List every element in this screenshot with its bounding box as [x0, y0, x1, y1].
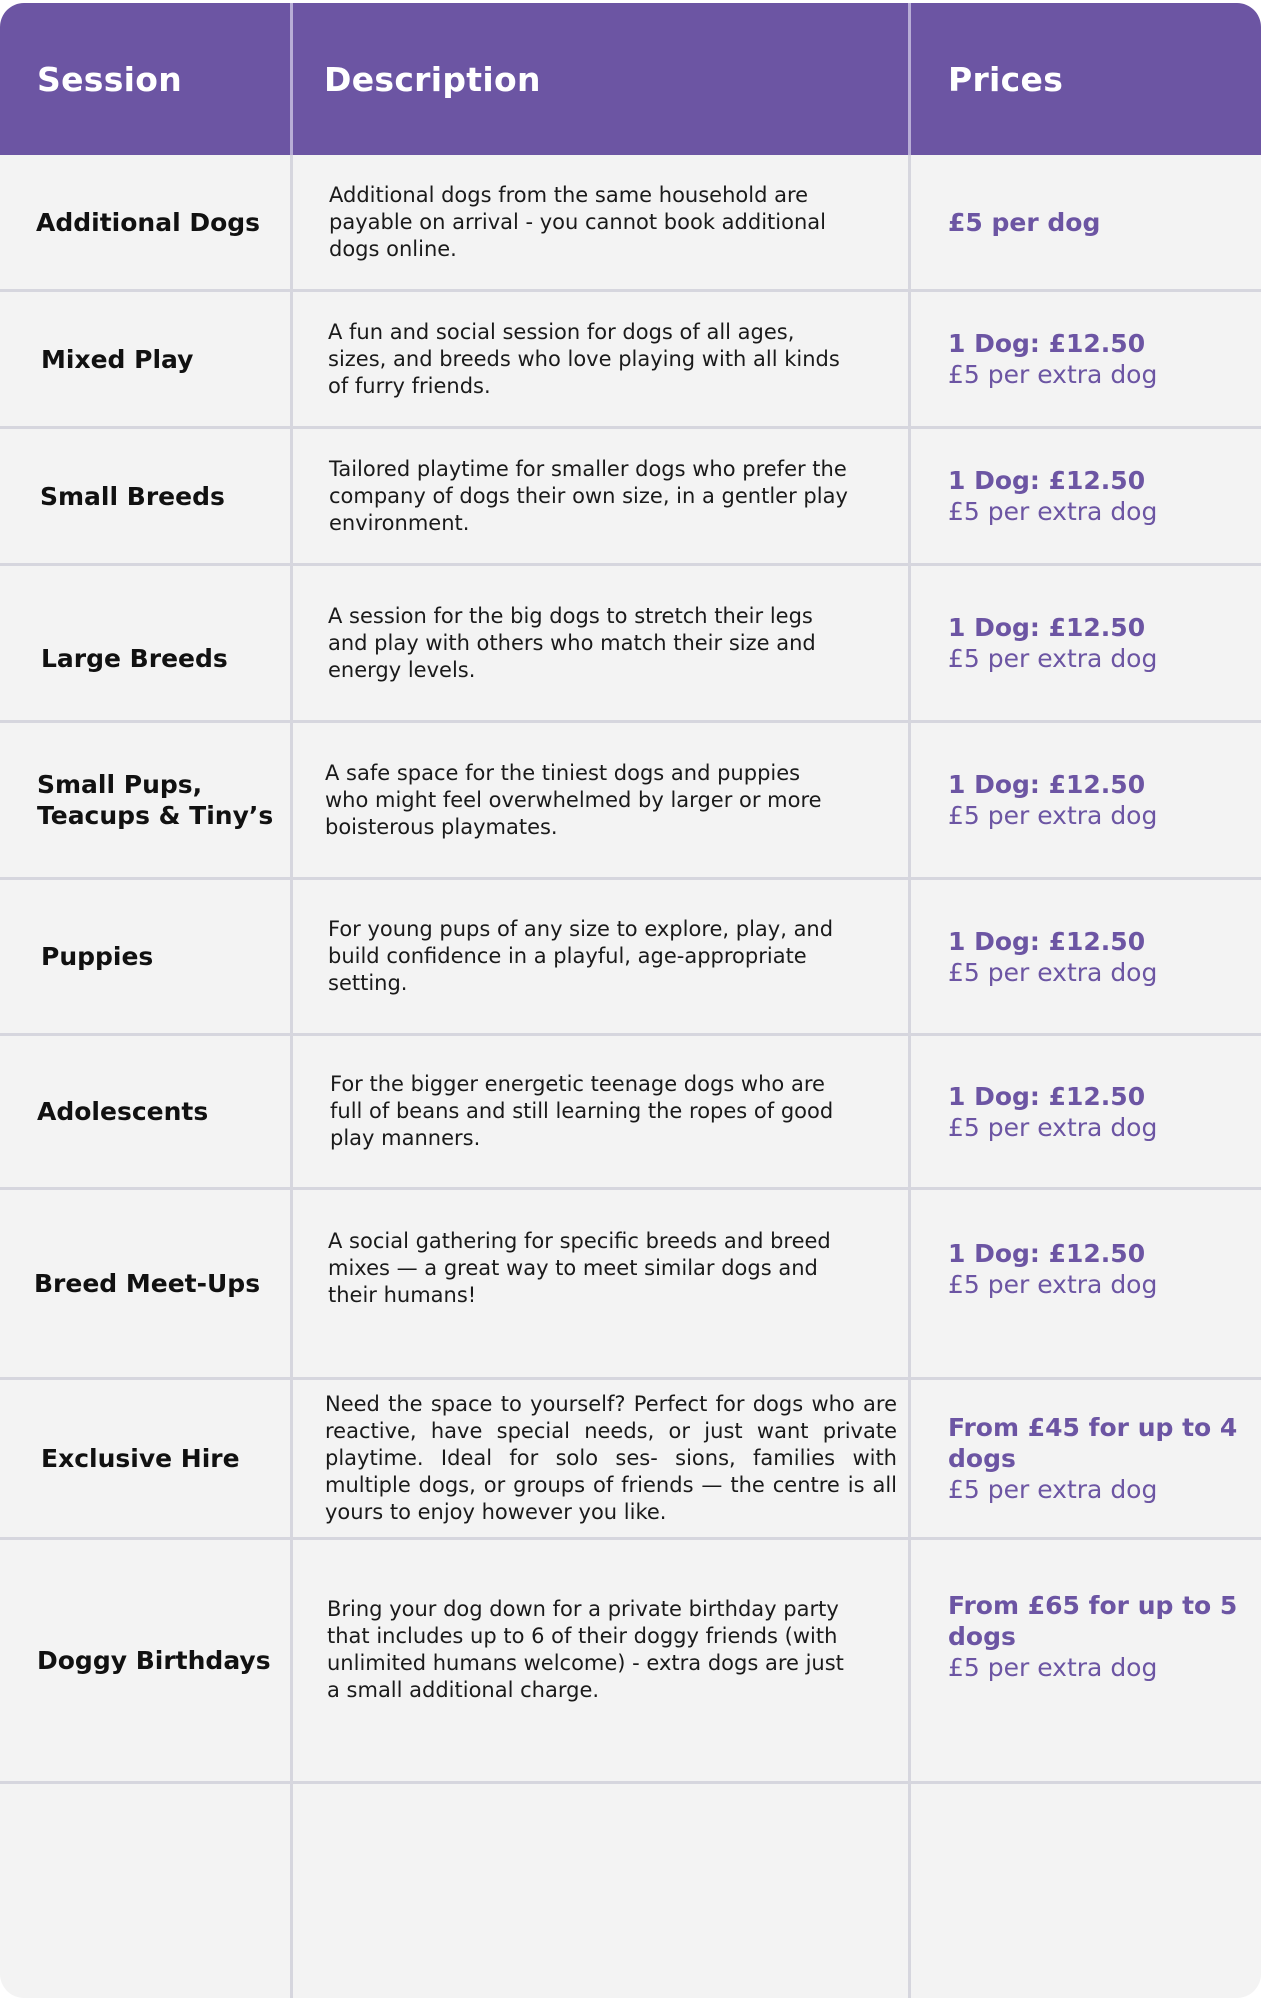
- session-description: A safe space for the tiniest dogs and puppies who might feel overwhelmed by larger or more boisterous playmates.: [325, 760, 822, 839]
- price-main: 1 Dog: £12.50: [948, 466, 1146, 495]
- table-row: [0, 566, 1261, 723]
- session-description: A social gathering for specific breeds and breed mixes — a great way to meet similar dogs and their humans!: [328, 1229, 831, 1307]
- price-sub: £5 per extra dog: [948, 957, 1158, 987]
- price-main: £5 per dog: [948, 207, 1101, 237]
- session-description: Need the space to yourself? Perfect for dogs who are reactive, have special needs, or just want private playtime. Ideal for solo ses- sions, families with multiple dogs, or groups of friends — the centre is all yours to enjoy however you like.: [325, 1392, 897, 1524]
- price-main: 1 Dog: £12.50: [948, 926, 1146, 956]
- price-sub: £5 per extra dog: [948, 1112, 1158, 1142]
- column-divider: [290, 3, 293, 155]
- session-name: Exclusive Hire: [41, 1444, 240, 1473]
- session-description: Bring your dog down for a private birthday party that includes up to 6 of their doggy friends (with unlimited humans welcome) - extra dogs are just a small additional charge.: [327, 1597, 844, 1702]
- price-main: 1 Dog: £12.50: [948, 1238, 1146, 1268]
- table-row: [0, 429, 1261, 566]
- column-divider: [290, 155, 293, 1998]
- session-description: Tailored playtime for smaller dogs who prefer the company of dogs their own size, in a gentler play environment.: [329, 456, 848, 535]
- session-price: [911, 292, 1261, 426]
- session-price: [911, 1036, 1261, 1187]
- session-price: [911, 1540, 1261, 1781]
- session-name: Additional Dogs: [36, 207, 261, 237]
- price-main: 1 Dog: £12.50: [948, 1081, 1146, 1111]
- session-price: [911, 566, 1261, 720]
- price-sub: £5 per extra dog: [948, 1475, 1158, 1504]
- session-name: Adolescents: [37, 1097, 209, 1126]
- session-name: Mixed Play: [41, 344, 194, 374]
- table-row: [0, 292, 1261, 429]
- empty-row: [0, 1784, 1261, 1998]
- column-divider: [908, 155, 911, 1998]
- pricing-table: [0, 3, 1261, 1998]
- session-name: Breed Meet-Ups: [34, 1269, 261, 1298]
- session-price: [911, 155, 1261, 289]
- price-sub: £5 per extra dog: [948, 1269, 1158, 1299]
- price-sub: £5 per extra dog: [948, 801, 1158, 830]
- table-row: [0, 1540, 1261, 1784]
- price-main: 1 Dog: £12.50: [948, 770, 1146, 799]
- session-price: [911, 1380, 1261, 1537]
- table-row: [0, 155, 1261, 292]
- session-description: For the bigger energetic teenage dogs who are full of beans and still learning the ropes of good play manners.: [330, 1072, 834, 1150]
- session-price: [911, 1190, 1261, 1377]
- table-header: [0, 3, 1261, 155]
- column-divider: [908, 3, 911, 155]
- session-name: Small Breeds: [40, 481, 225, 511]
- session-description: A session for the big dogs to stretch their legs and play with others who match their size and energy levels.: [328, 603, 816, 682]
- table-row: [0, 723, 1261, 880]
- session-name: Doggy Birthdays: [37, 1646, 271, 1675]
- session-description: A fun and social session for dogs of all ages, sizes, and breeds who love playing with all kinds of furry friends.: [328, 319, 840, 398]
- session-name: Large Breeds: [41, 643, 228, 673]
- header-prices: Prices: [948, 59, 1064, 99]
- session-description: For young pups of any size to explore, play, and build confidence in a playful, age-appropriate setting.: [328, 917, 834, 995]
- price-sub: £5 per extra dog: [948, 1653, 1158, 1682]
- session-name: Puppies: [41, 942, 154, 971]
- table-row: [0, 1380, 1261, 1540]
- session-description: Additional dogs from the same household are payable on arrival - you cannot book additional dogs online.: [329, 182, 826, 261]
- price-main: 1 Dog: £12.50: [948, 329, 1146, 358]
- session-price: [911, 880, 1261, 1033]
- session-name: Small Pups, Teacups & Tiny’s: [37, 770, 274, 830]
- table-row: [0, 1036, 1261, 1190]
- price-sub: £5 per extra dog: [948, 497, 1158, 526]
- price-sub: £5 per extra dog: [948, 360, 1158, 389]
- header-session: Session: [37, 59, 183, 99]
- price-main: 1 Dog: £12.50: [948, 613, 1146, 642]
- header-description: Description: [324, 59, 541, 99]
- price-main: From £45 for up to 4 dogs: [948, 1413, 1238, 1473]
- price-sub: £5 per extra dog: [948, 644, 1158, 673]
- table-row: [0, 880, 1261, 1036]
- session-price: [911, 429, 1261, 563]
- price-main: From £65 for up to 5 dogs: [948, 1591, 1238, 1651]
- table-row: [0, 1190, 1261, 1380]
- session-price: [911, 723, 1261, 877]
